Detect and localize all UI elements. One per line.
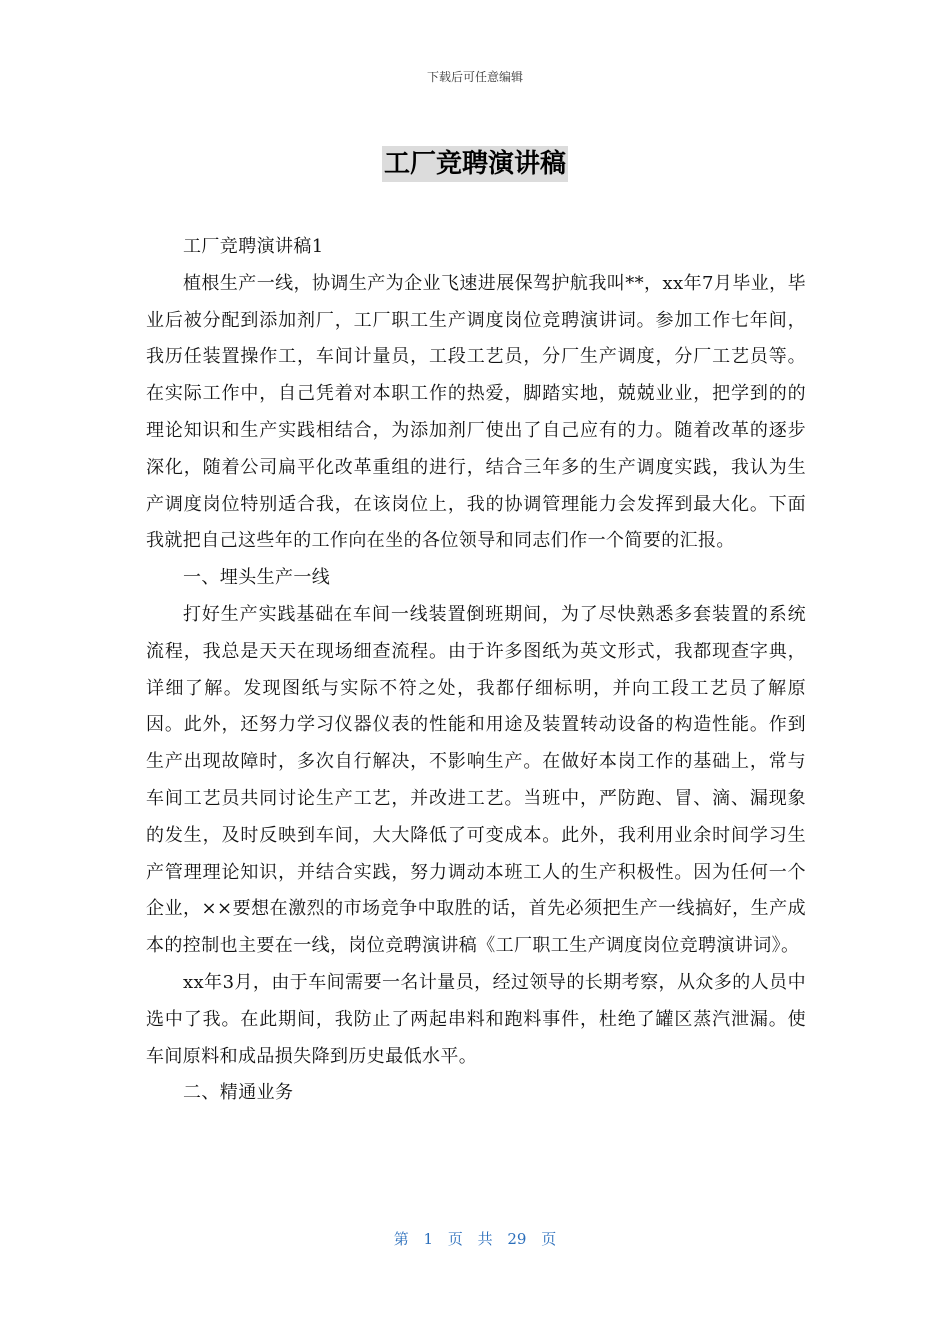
section-heading-1: 一、埋头生产一线 <box>183 567 331 589</box>
paragraph-section-1: 打好生产实践基础在车间一线装置倒班期间，为了尽快熟悉多套装置的系统流程，我总是天天在现场细查流程。由于许多图纸为英文形式，我都现查字典，详细了解。发现图纸与实际不符之处，我都仔细标明，并向工段工艺员了解原因。此外，还努力学习仪器仪表的性能和用途及装置转动设备的构造性能。作到生产出现故障时，多次自行解决，不影响生产。在做好本岗工作的基础上，常与车间工艺员共同讨论生产工艺，并改进工艺。当班中，严防跑、冒、滴、漏现象的发生，及时反映到车间，大大降低了可变成本。此外，我利用业余时间学习生产管理理论知识，并结合实践，努力调动本班工人的生产积极性。因为任何一个企业，××要想在激烈的市场竞争中取胜的话，首先必须把生产一线搞好，生产成本的控制也主要在一线，岗位竞聘演讲稿《工厂职工生产调度岗位竞聘演讲词》。 <box>146 603 806 957</box>
section-heading-2: 二、精通业务 <box>183 1082 294 1104</box>
paragraph-section-1-cont: xx年3月，由于车间需要一名计量员，经过领导的长期考察，从众多的人员中选中了我。在此期间，我防止了两起串料和跑料事件，杜绝了罐区蒸汽泄漏。使车间原料和成品损失降到历史最低水平。 <box>146 971 806 1067</box>
page-footer <box>0 1228 950 1249</box>
paragraph-subtitle: 工厂竞聘演讲稿1 <box>183 236 324 257</box>
paragraph-intro: 植根生产一线，协调生产为企业飞速进展保驾护航我叫**，xx年7月毕业，毕业后被分配到添加剂厂，工厂职工生产调度岗位竞聘演讲词。参加工作七年间，我历任装置操作工，车间计量员，工段工艺员，分厂生产调度，分厂工艺员等。在实际工作中，自己凭着对本职工作的热爱，脚踏实地，兢兢业业，把学到的的理论知识和生产实践相结合，为添加剂厂使出了自己应有的力。随着改革的逐步深化，随着公司扁平化改革重组的进行，结合三年多的生产调度实践，我认为生产调度岗位特别适合我，在该岗位上，我的协调管理能力会发挥到最大化。下面我就把自己这些年的工作向在坐的各位领导和同志们作一个简要的汇报。 <box>146 272 806 552</box>
title-block <box>0 146 950 182</box>
page-number: 第 1 页 共 29 页 <box>393 1230 557 1248</box>
document-body <box>146 229 806 1112</box>
document-title: 工厂竞聘演讲稿 <box>382 146 568 182</box>
header-note: 下载后可任意编辑 <box>426 70 523 84</box>
